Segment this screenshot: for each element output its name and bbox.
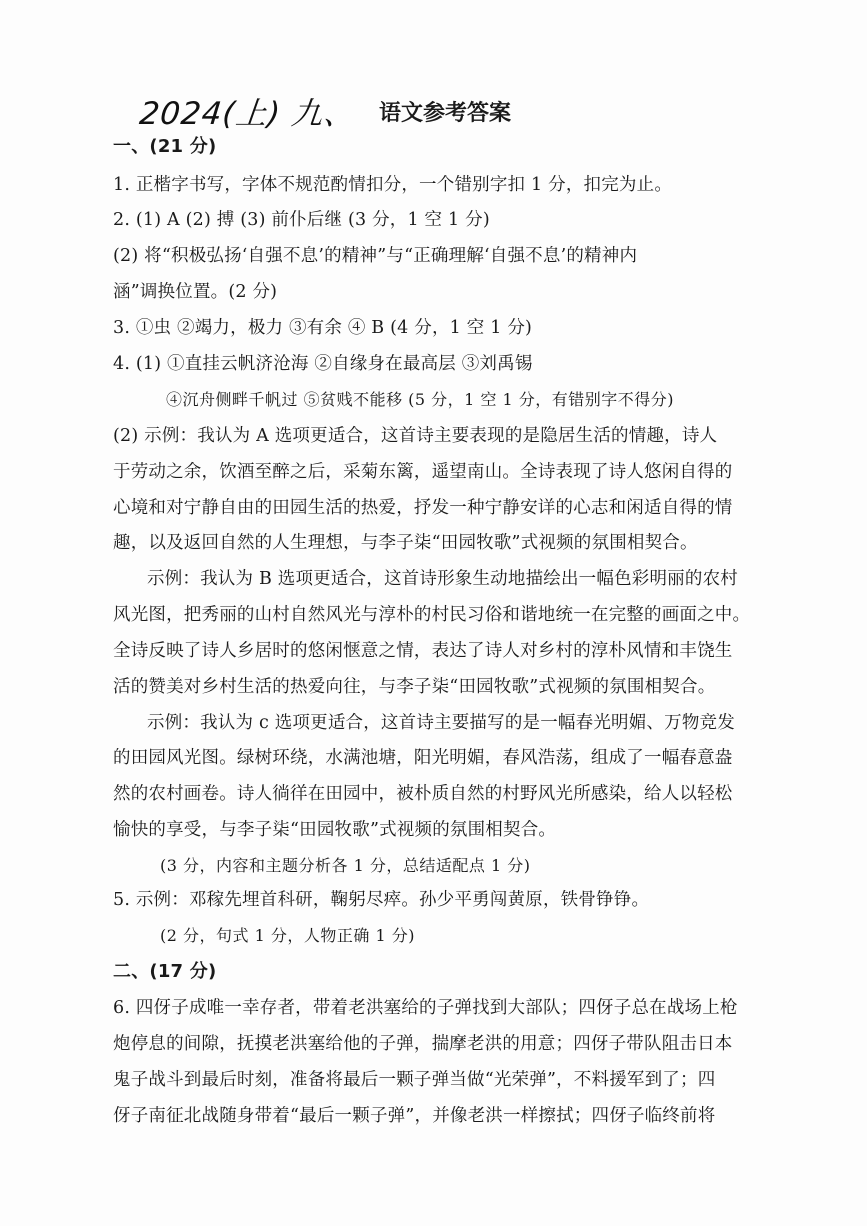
answer-4-scoring-note: (3 分，内容和主题分析各 1 分，总结适配点 1 分) [160,856,531,875]
document-header [137,88,512,132]
answer-4-example-c-line3: 然的农村画卷。诗人徜徉在田园中，被朴质自然的村野风光所感染，给人以轻松 [113,784,733,804]
answer-5-scoring-note: (2 分，句式 1 分，人物正确 1 分) [160,926,415,945]
answer-4-example-a-line4: 趣，以及返回自然的人生理想，与李子柒“田园牧歌”式视频的氛围相契合。 [113,533,698,553]
answer-3: 3. ①虫 ②竭力，极力 ③有余 ④ B (4 分，1 空 1 分) [113,318,533,338]
page-title: 语文参考答案 [379,101,512,126]
answer-4-part1-line1: 4. (1) ①直挂云帆济沧海 ②自缘身在最高层 ③刘禹锡 [113,354,533,374]
answer-4-part1-line2: ④沉舟侧畔千帆过 ⑤贫贱不能移 (5 分，1 空 1 分，有错别字不得分) [166,390,675,409]
answer-4-example-c-line1: 示例：我认为 c 选项更适合，这首诗主要描写的是一幅春光明媚、万物竞发 [147,713,735,733]
answer-6-line2: 炮停息的间隙，抚摸老洪塞给他的子弹，揣摩老洪的用意；四伢子带队阻击日本 [113,1034,733,1054]
section-heading-one: 一、(21 分) [113,136,217,157]
answer-6-line3: 鬼子战斗到最后时刻，准备将最后一颗子弹当做“光荣弹”，不料援军到了；四 [113,1070,716,1090]
answer-2: 2. (1) A (2) 搏 (3) 前仆后继 (3 分，1 空 1 分) [113,210,490,230]
answer-4-example-b-line2: 风光图，把秀丽的山村自然风光与淳朴的村民习俗和谐地统一在完整的画面之中。 [113,605,751,625]
answer-4-example-a-line2: 于劳动之余，饮酒至醉之后，采菊东篱，遥望南山。全诗表现了诗人悠闲自得的 [113,462,733,482]
section-heading-two: 二、(17 分) [113,961,217,982]
handwritten-prefix: 2024(上) 九、 [137,96,358,132]
answer-4-example-b-line1: 示例：我认为 B 选项更适合，这首诗形象生动地描绘出一幅色彩明丽的农村 [147,569,738,589]
answer-4-example-c-line4: 愉快的享受，与李子柒“田园牧歌”式视频的氛围相契合。 [113,820,557,840]
answer-2-part2-line1: (2) 将“积极弘扬‘自强不息’的精神”与“正确理解‘自强不息’的精神内 [113,246,638,266]
answer-6-line1: 6. 四伢子成唯一幸存者，带着老洪塞给的子弹找到大部队；四伢子总在战场上枪 [113,998,738,1018]
answer-6-line4: 伢子南征北战随身带着“最后一颗子弹”，并像老洪一样擦拭；四伢子临终前将 [113,1106,716,1126]
answer-4-example-b-line3: 全诗反映了诗人乡居时的悠闲惬意之情，表达了诗人对乡村的淳朴风情和丰饶生 [113,641,733,661]
answer-4-example-a-line3: 心境和对宁静自由的田园生活的热爱，抒发一种宁静安详的心志和闲适自得的情 [113,498,733,518]
answer-4-example-a-line1: (2) 示例：我认为 A 选项更适合，这首诗主要表现的是隐居生活的情趣，诗人 [113,426,718,446]
answer-4-example-c-line2: 的田园风光图。绿树环绕，水满池塘，阳光明媚，春风浩荡，组成了一幅春意盎 [113,748,733,768]
answer-5: 5. 示例：邓稼先埋首科研，鞠躬尽瘁。孙少平勇闯黄原，铁骨铮铮。 [113,890,650,910]
answer-1: 1. 正楷字书写，字体不规范酌情扣分，一个错别字扣 1 分，扣完为止。 [113,175,673,195]
answer-4-example-b-line4: 活的赞美对乡村生活的热爱向往，与李子柒“田园牧歌”式视频的氛围相契合。 [113,677,716,697]
answer-2-part2-line2: 涵”调换位置。(2 分) [113,282,278,302]
